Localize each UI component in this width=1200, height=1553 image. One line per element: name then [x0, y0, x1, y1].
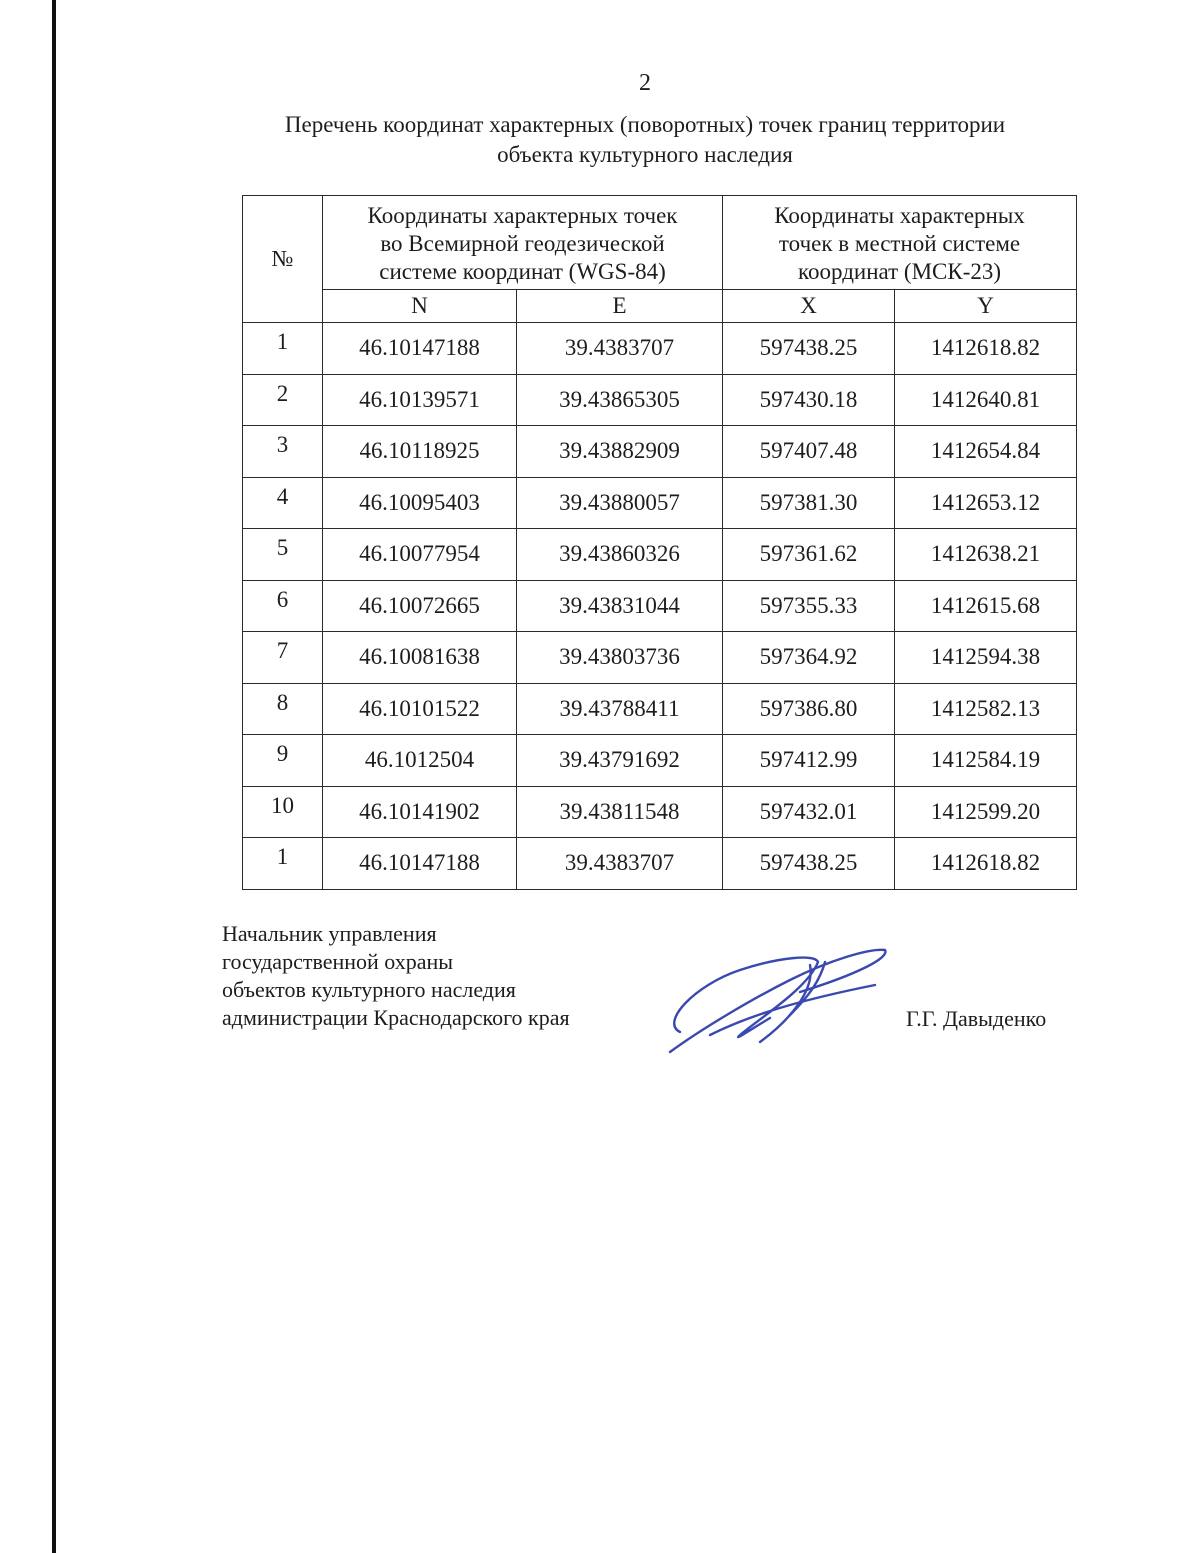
cell-n: 46.10095403 — [323, 477, 517, 529]
cell-n: 46.10072665 — [323, 580, 517, 632]
cell-n: 46.10081638 — [323, 632, 517, 684]
header-wgs84 — [323, 196, 723, 290]
table-row — [243, 477, 1077, 529]
cell-e: 39.43803736 — [517, 632, 723, 684]
cell-x: 597407.48 — [723, 426, 895, 478]
cell-y: 1412599.20 — [895, 786, 1077, 838]
header-line: Координаты характерных — [774, 202, 1025, 228]
cell-n: 46.10118925 — [323, 426, 517, 478]
handwritten-signature — [640, 930, 900, 1060]
header-n: N — [323, 290, 517, 323]
cell-n: 46.10147188 — [323, 838, 517, 890]
cell-x: 597386.80 — [723, 683, 895, 735]
header-y: Y — [895, 290, 1077, 323]
cell-n: 46.10139571 — [323, 374, 517, 426]
cell-x: 597438.25 — [723, 323, 895, 375]
cell-number: 10 — [243, 786, 323, 838]
cell-n: 46.10147188 — [323, 323, 517, 375]
table-row — [243, 529, 1077, 581]
coordinates-table — [242, 195, 1077, 890]
cell-y: 1412615.68 — [895, 580, 1077, 632]
cell-y: 1412618.82 — [895, 838, 1077, 890]
cell-e: 39.43788411 — [517, 683, 723, 735]
cell-x: 597412.99 — [723, 735, 895, 787]
cell-n: 46.10141902 — [323, 786, 517, 838]
cell-number: 7 — [243, 632, 323, 684]
cell-x: 597364.92 — [723, 632, 895, 684]
cell-x: 597361.62 — [723, 529, 895, 581]
signatory-position — [222, 920, 570, 1032]
cell-y: 1412654.84 — [895, 426, 1077, 478]
cell-x: 597438.25 — [723, 838, 895, 890]
cell-n: 46.10101522 — [323, 683, 517, 735]
cell-number: 2 — [243, 374, 323, 426]
cell-number: 9 — [243, 735, 323, 787]
cell-n: 46.10077954 — [323, 529, 517, 581]
table-row — [243, 683, 1077, 735]
cell-x: 597381.30 — [723, 477, 895, 529]
cell-e: 39.43882909 — [517, 426, 723, 478]
header-line: координат (МСК-23) — [797, 258, 1002, 284]
cell-x: 597355.33 — [723, 580, 895, 632]
cell-number: 3 — [243, 426, 323, 478]
header-line: системе координат (WGS-84) — [379, 258, 666, 284]
header-line: во Всемирной геодезической — [380, 230, 665, 256]
cell-e: 39.43880057 — [517, 477, 723, 529]
cell-number: 8 — [243, 683, 323, 735]
table-row — [243, 786, 1077, 838]
table-row — [243, 632, 1077, 684]
table-row — [243, 735, 1077, 787]
cell-x: 597430.18 — [723, 374, 895, 426]
cell-y: 1412618.82 — [895, 323, 1077, 375]
cell-e: 39.4383707 — [517, 838, 723, 890]
header-line: Координаты характерных точек — [367, 202, 678, 228]
signature-stroke — [760, 965, 811, 1042]
cell-y: 1412638.21 — [895, 529, 1077, 581]
cell-number: 1 — [243, 838, 323, 890]
header-msk23 — [723, 196, 1077, 290]
cell-y: 1412582.13 — [895, 683, 1077, 735]
header-number: № — [243, 196, 323, 323]
cell-e: 39.43791692 — [517, 735, 723, 787]
table-header-row — [243, 196, 1077, 290]
signature-stroke — [670, 950, 885, 1052]
page-edge — [52, 0, 56, 1553]
title-line: Перечень координат характерных (поворотных) точек границ территории — [284, 112, 1006, 137]
signature-stroke — [674, 958, 818, 1037]
table-row — [243, 323, 1077, 375]
table-subheader-row — [243, 290, 1077, 323]
cell-x: 597432.01 — [723, 786, 895, 838]
cell-y: 1412584.19 — [895, 735, 1077, 787]
header-e: E — [517, 290, 723, 323]
cell-y: 1412594.38 — [895, 632, 1077, 684]
table-row — [243, 580, 1077, 632]
cell-e: 39.43865305 — [517, 374, 723, 426]
header-x: X — [723, 290, 895, 323]
signer-name: Г.Г. Давыденко — [906, 1006, 1047, 1031]
position-line: объектов культурного наследия — [222, 977, 516, 1002]
cell-number: 6 — [243, 580, 323, 632]
table-row — [243, 374, 1077, 426]
cell-y: 1412653.12 — [895, 477, 1077, 529]
position-line: Начальник управления — [222, 921, 437, 946]
cell-e: 39.43860326 — [517, 529, 723, 581]
position-line: государственной охраны — [222, 949, 454, 974]
position-line: администрации Краснодарского края — [222, 1005, 570, 1030]
header-line: точек в местной системе — [778, 230, 1021, 256]
cell-y: 1412640.81 — [895, 374, 1077, 426]
cell-e: 39.43811548 — [517, 786, 723, 838]
cell-number: 1 — [243, 323, 323, 375]
document-title — [230, 110, 1060, 170]
cell-number: 4 — [243, 477, 323, 529]
title-line: объекта культурного наследия — [497, 142, 793, 167]
cell-e: 39.43831044 — [517, 580, 723, 632]
cell-e: 39.4383707 — [517, 323, 723, 375]
cell-n: 46.1012504 — [323, 735, 517, 787]
cell-number: 5 — [243, 529, 323, 581]
table-row — [243, 838, 1077, 890]
table-row — [243, 426, 1077, 478]
page-number: 2 — [639, 70, 651, 96]
